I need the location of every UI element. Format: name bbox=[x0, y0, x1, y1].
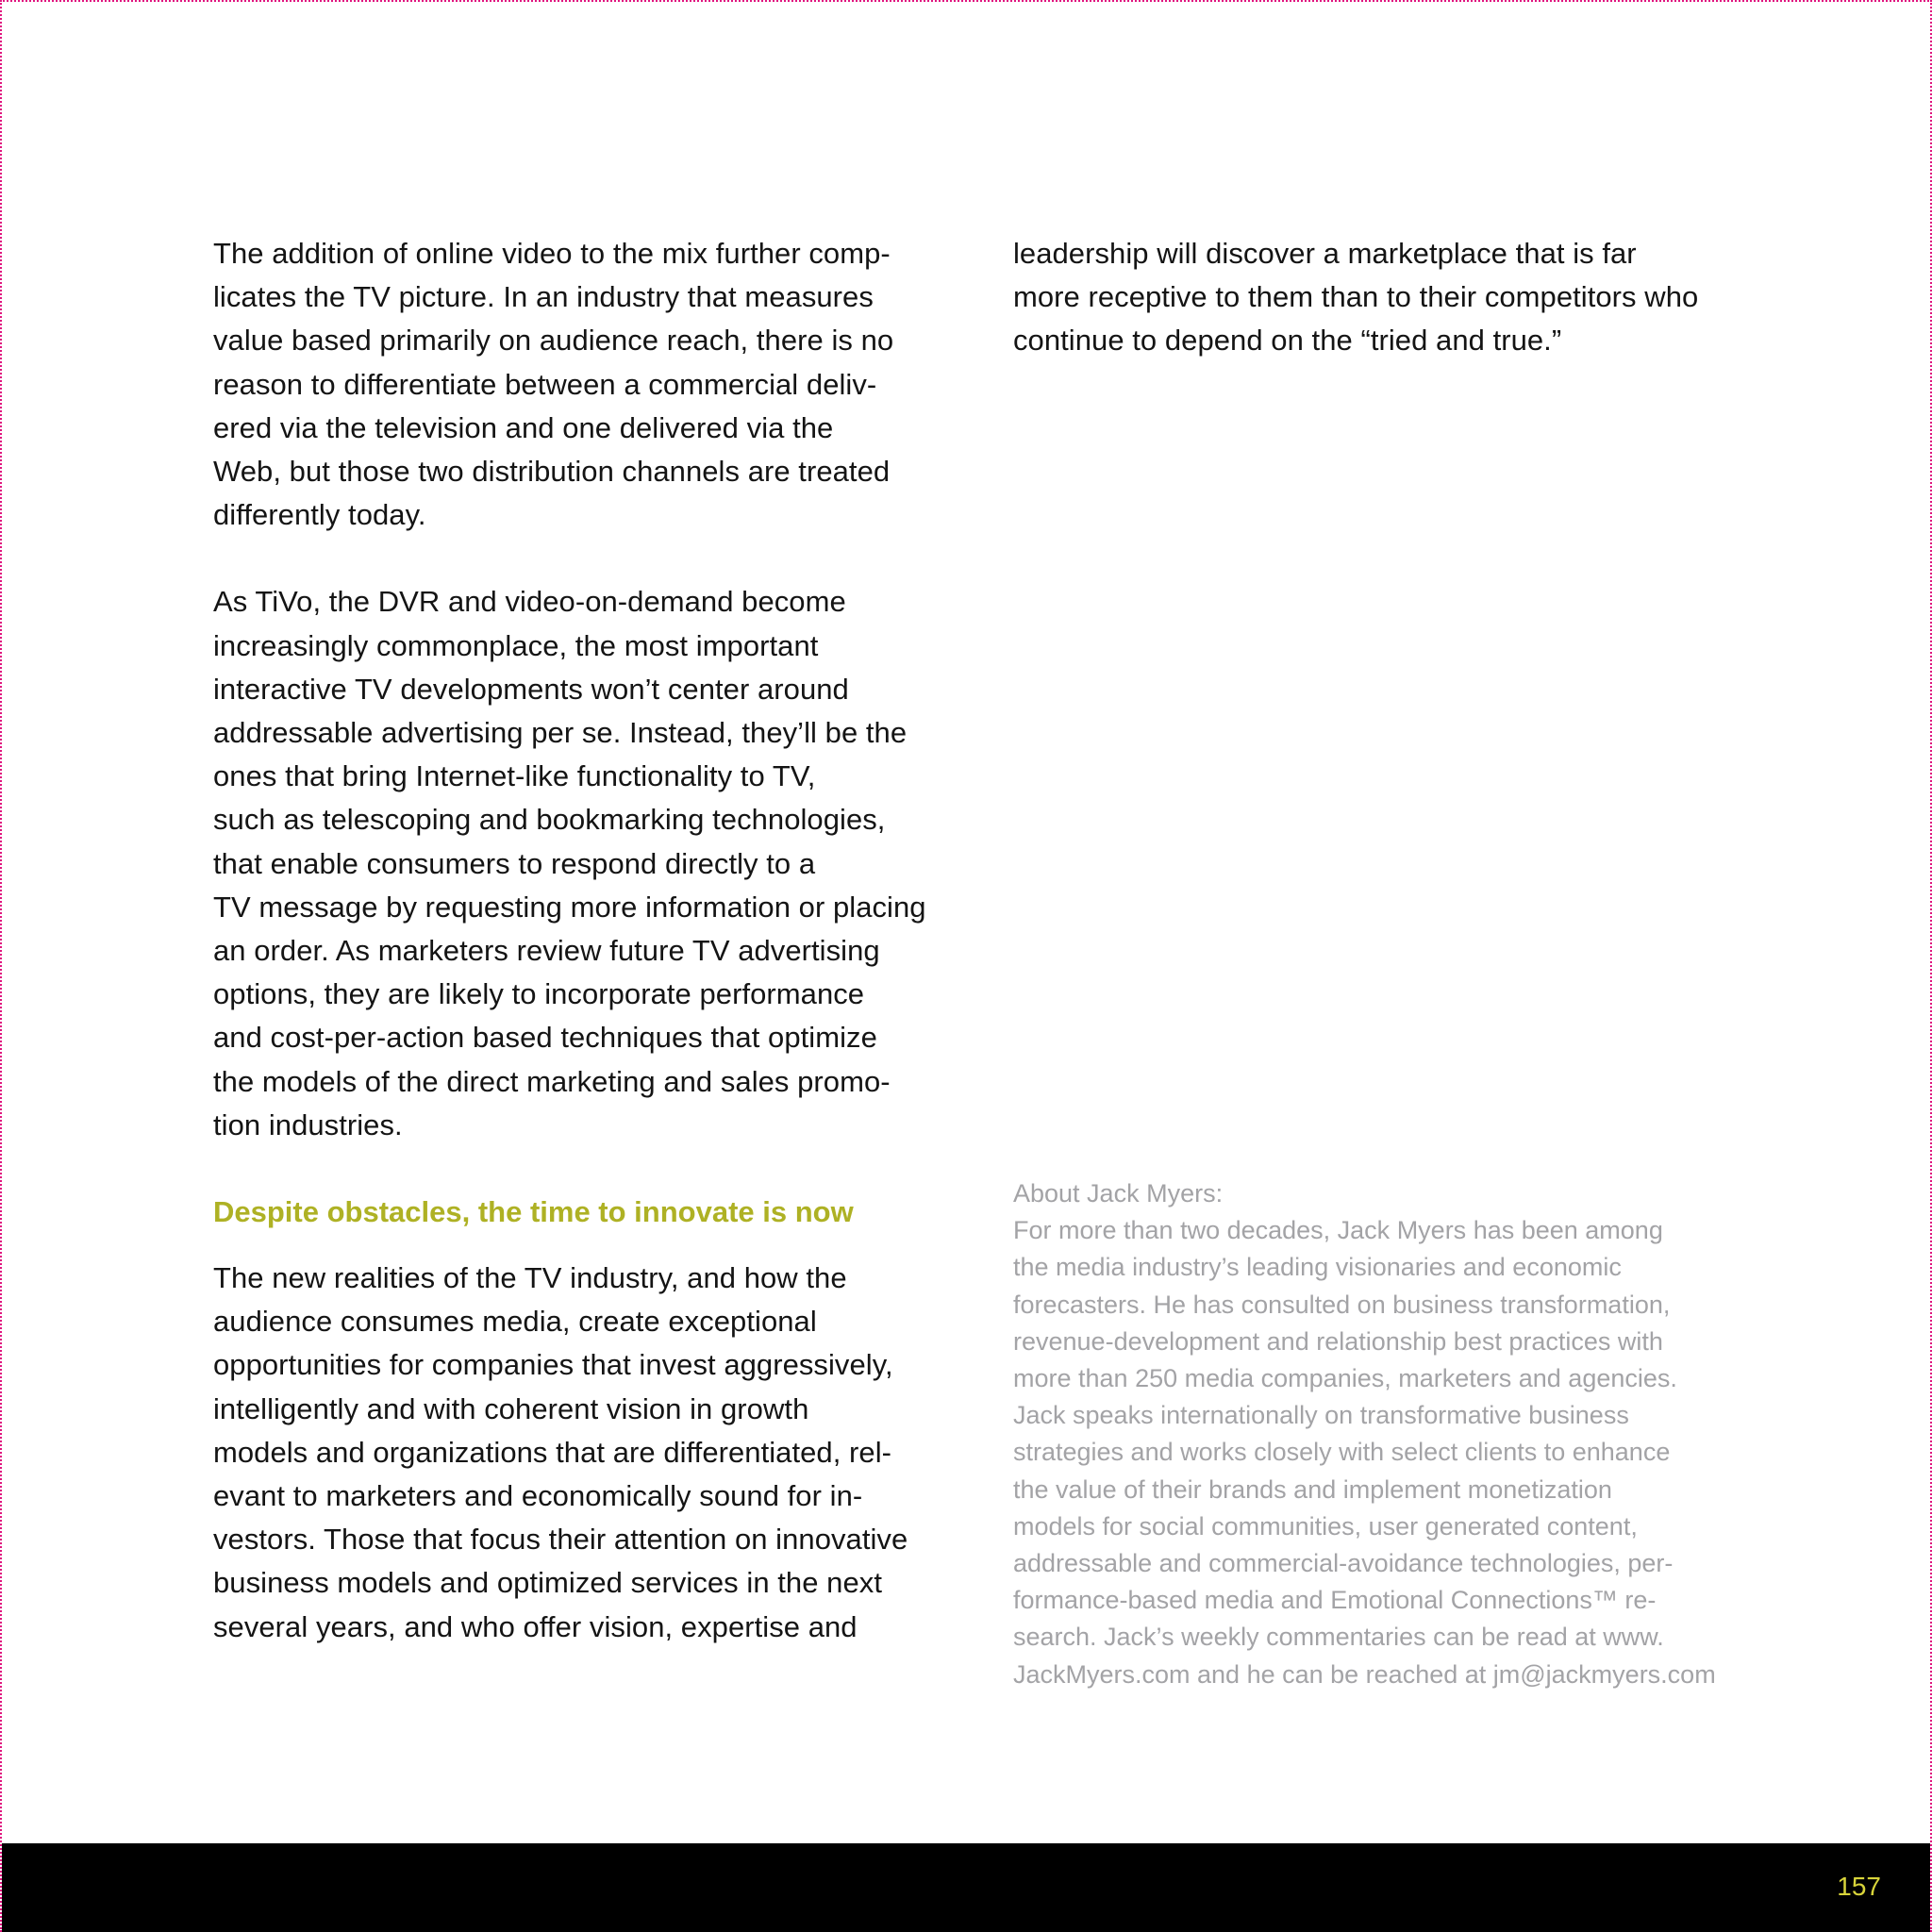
subheading-spacer bbox=[213, 1234, 968, 1257]
author-bio-text: For more than two decades, Jack Myers has been among the media industry’s leading visionaries and economic forecasters. He has consulted on business transformation, revenue-development and relationship best practices with more than 250 media companies, marketers and agencies. Jack speaks internationally on transformative business strategies and works closely with select clients to enhance the value of their brands and implement monetization models for social communities, user generated content, addressable and commercial-avoidance technologies, per- formance-based media and Emotional Connections™ re- search. Jack’s weekly commentaries can be read at www. JackMyers.com and he can be reached at jm@jackmyers.com bbox=[1013, 1216, 1716, 1689]
section-subheading: Despite obstacles, the time to innovate is now bbox=[213, 1195, 854, 1229]
author-bio-title: About Jack Myers: bbox=[1013, 1179, 1224, 1208]
page-number: 157 bbox=[1837, 1872, 1881, 1901]
right-column bbox=[1013, 232, 1768, 363]
left-column bbox=[213, 232, 968, 1649]
body-paragraph: The new realities of the TV industry, and how the audience consumes media, create exceptional opportunities for companies that invest aggressively, intelligently and with coherent vision in growth models and organizations that are differentiated, rel- evant to marketers and economically sound for in- vestors. Those that focus their attention on innovative business models and optimized services in the next several years, and who offer vision, expertise and bbox=[213, 1261, 908, 1643]
footer-bar bbox=[2, 1843, 1932, 1932]
paragraph-spacer bbox=[213, 537, 968, 580]
body-paragraph: The addition of online video to the mix further comp- licates the TV picture. In an industry that measures value based primarily on audience reach, there is no reason to differentiate between a commercial deliv- ered via the television and one delivered via the Web, but those two distribution channels are treated differently today. bbox=[213, 237, 894, 532]
paragraph-spacer bbox=[213, 1147, 968, 1191]
body-paragraph: As TiVo, the DVR and video-on-demand become increasingly commonplace, the most important interactive TV developments won’t center around addressable advertising per se. Instead, they’ll be the ones that bring Internet-like functionality to TV, such as telescoping and bookmarking technologies, that enable consumers to respond directly to a TV message by requesting more information or placing an order. As marketers review future TV advertising options, they are likely to incorporate performance and cost-per-action based techniques that optimize the models of the direct marketing and sales promo- tion industries. bbox=[213, 585, 926, 1141]
body-paragraph: leadership will discover a marketplace that is far more receptive to them than to their competitors who continue to depend on the “tried and true.” bbox=[1013, 237, 1699, 358]
author-bio bbox=[1013, 1175, 1787, 1693]
